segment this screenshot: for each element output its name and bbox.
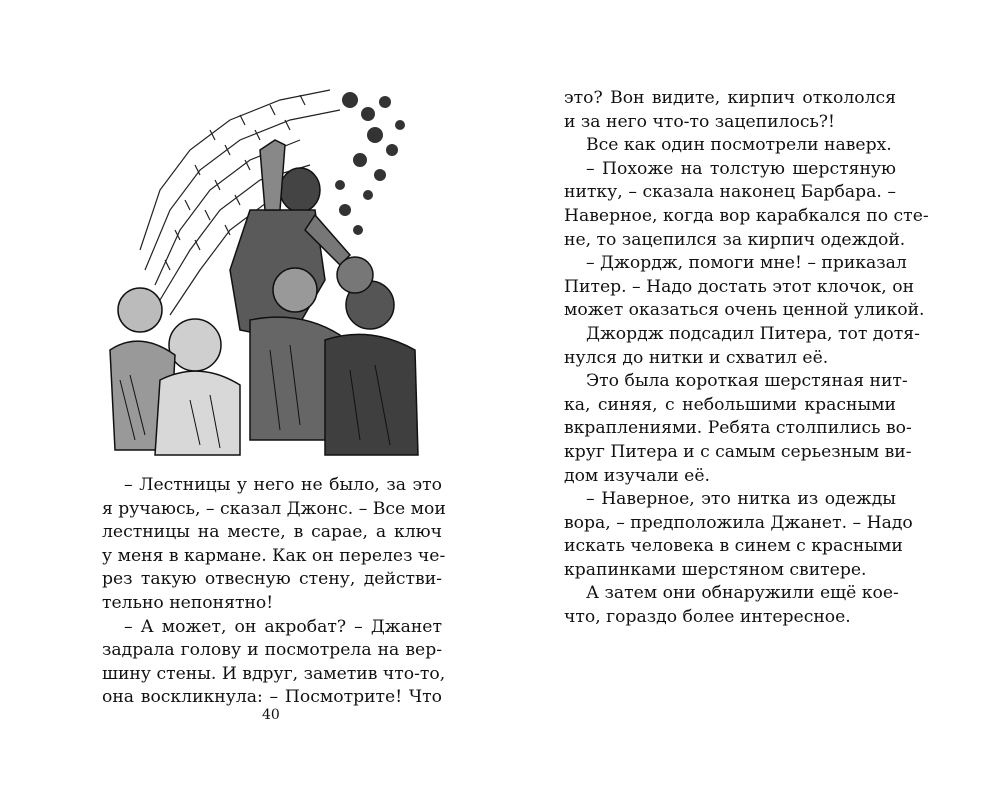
text-line: она воскликнула: – Посмотрите! Что (102, 687, 442, 708)
text-line: ка, синяя, с небольшими красными (564, 394, 896, 415)
text-line: нитку, – сказала наконец Барбара. – (564, 182, 896, 203)
text-line: искать человека в синем с красными (564, 536, 903, 557)
text-line: что, гораздо более интересное. (564, 607, 851, 628)
text-line: Наверное, когда вор карабкался по сте- (564, 205, 929, 226)
text-line: Это была короткая шерстяная нит- (586, 371, 908, 392)
text-line: я ручаюсь, – сказал Джонс. – Все мои (102, 498, 446, 519)
text-line: не, то зацепился за кирпич одеждой. (564, 229, 906, 250)
text-line: у меня в кармане. Как он перелез че- (102, 545, 446, 566)
text-line: – Лестницы у него не было, за это (124, 475, 442, 495)
page-number: 40 (262, 707, 280, 723)
text-line: – Похоже на толстую шерстяную (586, 158, 896, 179)
text-line: – Наверное, это нитка из одежды (586, 489, 896, 510)
text-line: Джордж подсадил Питера, тот дотя- (586, 323, 920, 344)
text-line: нулся до нитки и схватил её. (564, 347, 829, 368)
children-by-brick-wall-illustration (100, 80, 420, 460)
right-column-text (564, 87, 929, 630)
text-line: – А может, он акробат? – Джанет (124, 616, 442, 637)
text-line: может оказаться очень ценной уликой. (564, 300, 925, 321)
text-line: А затем они обнаружили ещё кое- (586, 583, 899, 604)
text-line: крапинками шерстяном свитере. (564, 559, 867, 580)
text-line: это? Вон видите, кирпич откололся (564, 88, 896, 108)
text-line: лестницы на месте, в сарае, а ключ (102, 522, 442, 543)
text-line: вора, – предположила Джанет. – Надо (564, 512, 913, 533)
text-line: Питер. – Надо достать этот клочок, он (564, 276, 915, 297)
left-column-text (102, 474, 446, 710)
text-line: Все как один посмотрели наверх. (586, 135, 892, 156)
text-line: рез такую отвесную стену, действи- (102, 569, 442, 590)
text-line: тельно непонятно! (102, 592, 274, 613)
text-line: и за него что-то зацепилось?! (564, 111, 835, 132)
text-line: шину стены. И вдруг, заметив что-то, (102, 663, 446, 684)
text-line: круг Питера и с самым серьезным ви- (564, 441, 912, 462)
text-line: дом изучали её. (564, 465, 710, 486)
text-line: задрала голову и посмотрела на вер- (102, 640, 442, 661)
text-line: вкраплениями. Ребята столпились во- (564, 418, 912, 439)
text-line: – Джордж, помоги мне! – приказал (586, 253, 907, 274)
